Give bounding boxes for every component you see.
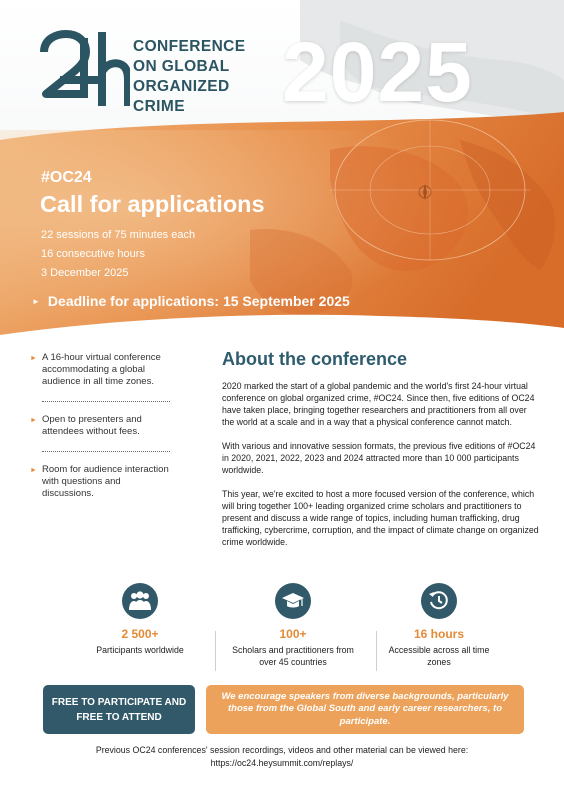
- footer: [0, 744, 564, 770]
- about-paragraph: 2020 marked the start of a global pandemic and the world's first 24-hour virtual conference on global organized crime, #OC24. Since then, five editions of OC24 have taken place, bringing together researchers and practitioners from all over the world at a scale and in a way that a physical conference cannot match.: [222, 381, 535, 427]
- diversity-encouragement-text: We encourage speakers from diverse backgrounds, particularly those from the Global South and early career researchers, to participate.: [221, 690, 509, 727]
- conference-name-line: CONFERENCE: [133, 38, 246, 55]
- dotted-divider: [42, 401, 170, 402]
- clock-history-icon: [421, 583, 457, 619]
- event-detail-line: 22 sessions of 75 minutes each: [41, 229, 196, 241]
- hashtag: #OC24: [41, 169, 92, 186]
- stat-value: 2 500+: [121, 627, 159, 641]
- about-paragraph: This year, we're excited to host a more focused version of the conference, which will bring together 100+ leading organized crime scholars and practitioners to present and discuss a wide range of topics, including human trafficking, drug trafficking, cybercrime, corruption, and the impact of climate change on organized crime worldwide.: [222, 489, 539, 547]
- event-detail-line: 16 consecutive hours: [41, 248, 145, 260]
- stat-hours: [384, 583, 494, 668]
- triangle-bullet-icon: ►: [30, 355, 37, 362]
- feature-item: [30, 352, 172, 388]
- stats-divider: [215, 631, 216, 671]
- triangle-bullet-icon: ►: [32, 297, 40, 306]
- event-details: [41, 226, 195, 283]
- stats-row: [0, 583, 564, 673]
- stat-value: 100+: [279, 627, 307, 641]
- people-icon: [122, 583, 158, 619]
- feature-text: A 16-hour virtual conference accommodating a global audience in all time zones.: [42, 352, 161, 387]
- feature-text: Room for audience interaction with questions and discussions.: [42, 464, 169, 499]
- triangle-bullet-icon: ►: [30, 417, 37, 424]
- replays-link[interactable]: https://oc24.heysummit.com/replays/: [210, 758, 354, 768]
- conference-name-line: ON GLOBAL: [133, 58, 230, 75]
- conference-year: 2025: [282, 25, 473, 119]
- stat-label: Accessible across all time zones: [388, 645, 490, 667]
- footer-text: Previous OC24 conferences' session recordings, videos and other material can be viewed here:: [95, 745, 469, 755]
- diversity-encouragement-box: [206, 685, 524, 734]
- stat-participants: [80, 583, 200, 656]
- hero-banner: [0, 0, 564, 345]
- conference-name-line: CRIME: [133, 98, 185, 115]
- feature-item: [30, 414, 172, 438]
- graduation-cap-icon: [275, 583, 311, 619]
- stat-scholars: [228, 583, 358, 668]
- deadline-line: [32, 293, 350, 309]
- deadline-text: Deadline for applications: 15 September 2025: [47, 293, 350, 309]
- about-paragraph: With various and innovative session formats, the previous five editions of #OC24 in 2020, 2021, 2022, 2023 and 2024 attracted more than 10 000 participants worldwide.: [222, 441, 536, 475]
- oc24-logo-icon: [40, 30, 130, 110]
- triangle-bullet-icon: ►: [30, 467, 37, 474]
- stat-label: Participants worldwide: [96, 645, 184, 655]
- dotted-divider: [42, 451, 170, 452]
- stat-label: Scholars and practitioners from over 45 countries: [232, 645, 354, 667]
- free-to-participate-box: [43, 685, 195, 734]
- free-to-participate-text: FREE TO PARTICIPATE AND FREE TO ATTEND: [51, 696, 187, 723]
- feature-list: [30, 352, 172, 500]
- feature-item: [30, 464, 172, 500]
- call-for-applications-title: Call for applications: [40, 191, 265, 217]
- stat-value: 16 hours: [413, 627, 464, 641]
- event-detail-line: 3 December 2025: [41, 267, 129, 279]
- stats-divider: [376, 631, 377, 671]
- about-body: [222, 380, 540, 560]
- conference-name: [133, 37, 246, 117]
- conference-name-line: ORGANIZED: [133, 78, 230, 95]
- about-title: About the conference: [222, 349, 408, 369]
- feature-text: Open to presenters and attendees without fees.: [42, 414, 142, 437]
